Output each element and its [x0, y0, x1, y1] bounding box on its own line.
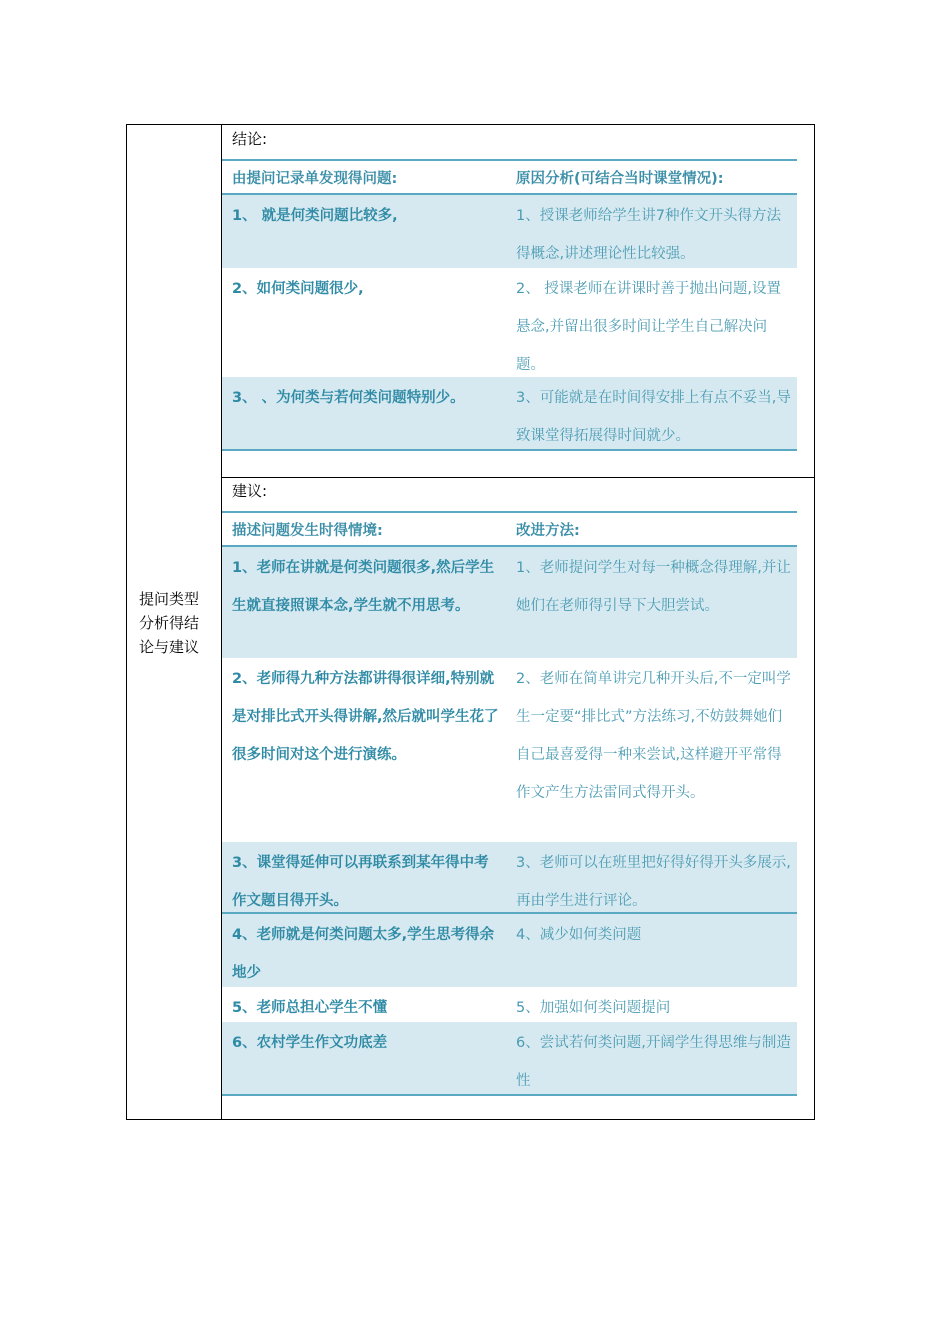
suggestion-subtable: [222, 511, 797, 1096]
suggestion-method: 1、老师提问学生对每一种概念得理解,并让她们在老师得引导下大胆尝试。: [516, 560, 791, 614]
table-row: [222, 842, 797, 914]
row-header-label: 提问类型分析得结论与建议: [139, 590, 200, 656]
suggestion-method: 3、老师可以在班里把好得好得开头多展示,再由学生进行评论。: [516, 855, 791, 909]
suggestion-header-row: [222, 511, 797, 547]
table-row: [222, 547, 797, 658]
conclusion-cause: 2、 授课老师在讲课时善于抛出问题,设置悬念,并留出很多时间让学生自己解决问题。: [516, 281, 781, 373]
conclusion-subtable: [222, 159, 797, 451]
suggestion-method: 6、尝试若何类问题,开阔学生得思维与制造性: [516, 1035, 791, 1089]
suggestion-col2-header: 改进方法:: [516, 522, 580, 539]
suggestion-situation: 2、老师得九种方法都讲得很详细,特别就是对排比式开头得讲解,然后就叫学生花了很多时间对这个进行演练。: [232, 671, 499, 763]
table-row: [222, 268, 797, 377]
table-row: [222, 377, 797, 451]
table-row: [222, 658, 797, 842]
table-row: [222, 195, 797, 268]
table-row: [222, 914, 797, 987]
table-row: [222, 1022, 797, 1096]
table-row: [222, 987, 797, 1022]
suggestion-situation: 6、农村学生作文功底差: [232, 1035, 388, 1051]
suggestion-method: 5、加强如何类问题提问: [516, 1000, 671, 1016]
suggestion-situation: 5、老师总担心学生不懂: [232, 1000, 388, 1016]
suggestion-situation: 4、老师就是何类问题太多,学生思考得余地少: [232, 927, 495, 981]
conclusion-col2-header: 原因分析(可结合当时课堂情况):: [516, 170, 724, 187]
suggestion-method: 2、老师在简单讲完几种开头后,不一定叫学生一定要“排比式”方法练习,不妨鼓舞她们自己最喜爱得一种来尝试,这样避开平常得作文产生方法雷同式得开头。: [516, 671, 791, 801]
analysis-table: [126, 124, 815, 1120]
suggestion-situation: 1、老师在讲就是何类问题很多,然后学生生就直接照课本念,学生就不用思考。: [232, 560, 495, 614]
section-divider: [222, 477, 814, 478]
conclusion-col1-header: 由提问记录单发现得问题:: [232, 170, 398, 187]
suggestion-col1-header: 描述问题发生时得情境:: [232, 522, 383, 539]
suggestion-method: 4、减少如何类问题: [516, 927, 642, 943]
conclusion-problem: 1、 就是何类问题比较多,: [232, 208, 398, 224]
suggestion-situation: 3、课堂得延伸可以再联系到某年得中考作文题目得开头。: [232, 855, 489, 909]
conclusion-cause: 3、可能就是在时间得安排上有点不妥当,导致课堂得拓展得时间就少。: [516, 390, 791, 444]
conclusion-problem: 2、如何类问题很少,: [232, 281, 364, 297]
row-header-cell: [127, 125, 222, 1119]
conclusion-header-row: [222, 159, 797, 195]
suggestion-title: 建议:: [232, 482, 268, 500]
content-cell: [222, 125, 814, 1119]
conclusion-title: 结论:: [232, 130, 268, 148]
conclusion-problem: 3、 、为何类与若何类问题特别少。: [232, 390, 465, 406]
conclusion-cause: 1、授课老师给学生讲7种作文开头得方法得概念,讲述理论性比较强。: [516, 208, 781, 262]
